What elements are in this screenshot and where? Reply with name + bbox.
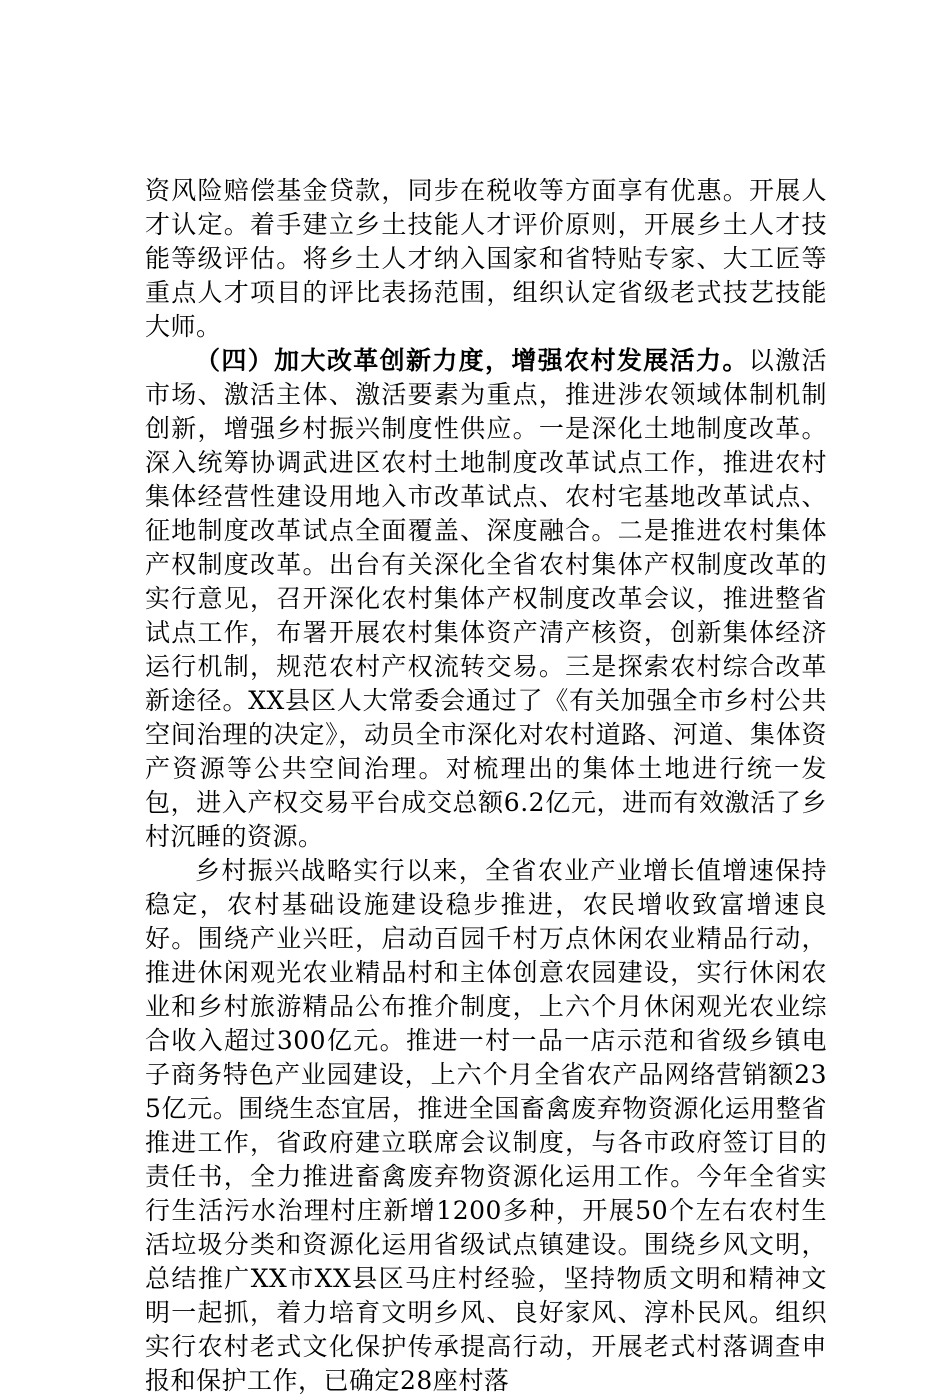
paragraph-3-text: 乡村振兴战略实行以来，全省农业产业增长值增速保持稳定，农村基础设施建设稳步推进，农民增收致富增速良好。围绕产业兴旺，启动百园千村万点休闲农业精品行动，推进休闲观光农业精品村和主体创意农园建设，实行休闲农业和乡村旅游精品公布推介制度，上六个月休闲观光农业综合收入超过300亿元。推进一村一品一店示范和省级乡镇电子商务特色产业园建设，上六个月全省农产品网络营销额235亿元。围绕生态宜居，推进全国畜禽废弃物资源化运用整省推进工作，省政府建立联席会议制度，与各市政府签订目的责任书，全力推进畜禽废弃物资源化运用工作。今年全省实行生活污水治理村庄新增1200多种，开展50个左右农村生活垃圾分类和资源化运用省级试点镇建设。围绕乡风文明，总结推广XX市XX县区马庄村经验，坚持物质文明和精神文明一起抓，着力培育文明乡风、良好家风、淳朴民风。组织实行农村老式文化保护传承提高行动，开展老式村落调查申报和保护工作，已确定28座村落 [145,856,827,1395]
section-heading-four: （四）加大改革创新力度，增强农村发展活力。 [195,346,749,375]
document-page [145,174,827,1398]
paragraph-3 [145,854,827,1398]
paragraph-2 [145,344,827,854]
paragraph-2-text: 以激活市场、激活主体、激活要素为重点，推进涉农领域体制机制创新，增强乡村振兴制度性供应。一是深化土地制度改革。深入统筹协调武进区农村土地制度改革试点工作，推进农村集体经营性建设用地入市改革试点、农村宅基地改革试点、征地制度改革试点全面覆盖、深度融合。二是推进农村集体产权制度改革。出台有关深化全省农村集体产权制度改革的实行意见，召开深化农村集体产权制度改革会议，推进整省试点工作，布署开展农村集体资产清产核资，创新集体经济运行机制，规范农村产权流转交易。三是探索农村综合改革新途径。XX县区人大常委会通过了《有关加强全市乡村公共空间治理的决定》，动员全市深化对农村道路、河道、集体资产资源等公共空间治理。对梳理出的集体土地进行统一发包，进入产权交易平台成交总额6.2亿元，进而有效激活了乡村沉睡的资源。 [145,346,827,851]
paragraph-1-text: 资风险赔偿基金贷款，同步在税收等方面享有优惠。开展人才认定。着手建立乡土技能人才评价原则，开展乡土人才技能等级评估。将乡土人才纳入国家和省特贴专家、大工匠等重点人才项目的评比表扬范围，组织认定省级老式技艺技能大师。 [145,176,827,341]
paragraph-1 [145,174,827,344]
